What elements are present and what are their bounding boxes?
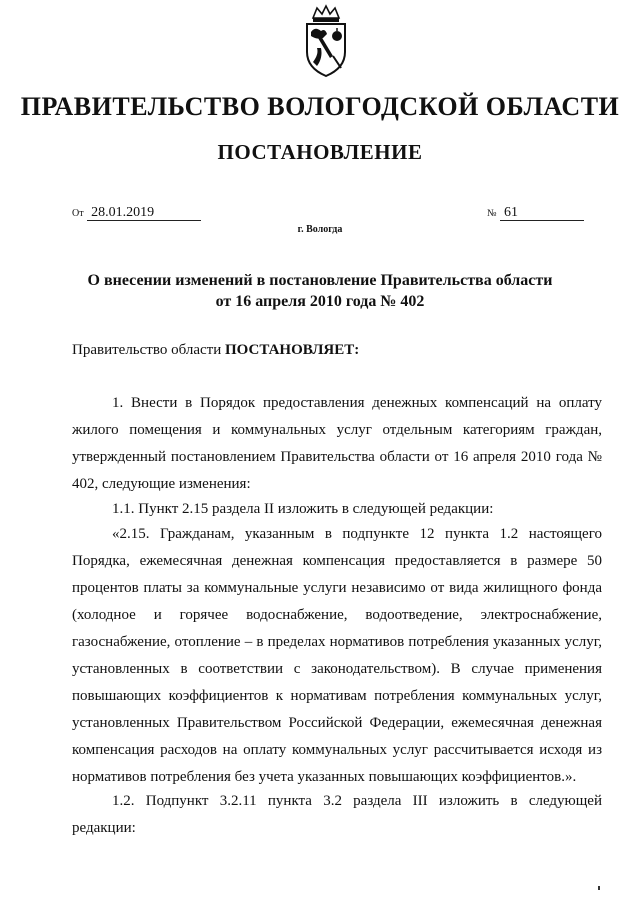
- document-heading: [60, 270, 580, 312]
- number-value: [500, 206, 584, 221]
- heading-line-1: О внесении изменений в постановление Правительства области: [87, 272, 553, 289]
- organization-title: ПРАВИТЕЛЬСТВО ВОЛОГОДСКОЙ ОБЛАСТИ: [20, 92, 620, 121]
- date-prefix: От: [72, 208, 84, 219]
- quoted-paragraph-2-15: «2.15. Гражданам, указанным в подпункте 12 пункта 1.2 настоящего Порядка, ежемесячная денежная компенсация предоставляется в размере 50 процентов платы за коммунальные услуги независимо от вида жилищного фонда (холодное и горячее водоснабжение, водоотведение, электроснабжение, газоснабжение, отопление – в пределах нормативов потребления указанных услуг, установленных в соответствии с законодательством). В случае применения повышающих коэффициентов к нормативам потребления коммунальных услуг, установленных Правительством Российской Федерации, ежемесячная денежная компенсация расходов на оплату коммунальных услуг рассчитывается исходя из нормативов потребления без учета указанных повышающих коэффициентов.».: [72, 526, 602, 785]
- date-text: 28.01.2019: [91, 205, 155, 220]
- document-number: [487, 205, 584, 221]
- paragraph-1: 1. Внести в Порядок предоставления денежных компенсаций на оплату жилого помещения и коммунальных услуг отдельным категориям граждан, утвержденный постановлением Правительства области от 16 апреля 2010 года № 402, следующие изменения:: [72, 395, 602, 492]
- paragraph-1-2: 1.2. Подпункт 3.2.11 пункта 3.2 раздела III изложить в следующей редакции:: [72, 793, 602, 836]
- city: г. Вологда: [297, 224, 343, 235]
- number-text: 61: [504, 205, 519, 220]
- preamble-decree-word: ПОСТАНОВЛЯЕТ:: [224, 342, 360, 358]
- document-type-title: ПОСТАНОВЛЕНИЕ: [217, 140, 423, 164]
- document-date: [72, 205, 201, 221]
- scan-artifact-mark: [598, 886, 600, 890]
- coat-of-arms-emblem: [303, 4, 349, 78]
- preamble: [72, 337, 602, 364]
- date-value: [87, 206, 201, 221]
- number-prefix: №: [487, 208, 497, 219]
- preamble-text: Правительство области: [72, 342, 225, 358]
- paragraph-1-1: 1.1. Пункт 2.15 раздела II изложить в следующей редакции:: [112, 501, 494, 517]
- heading-line-2: от 16 апреля 2010 года № 402: [215, 293, 425, 310]
